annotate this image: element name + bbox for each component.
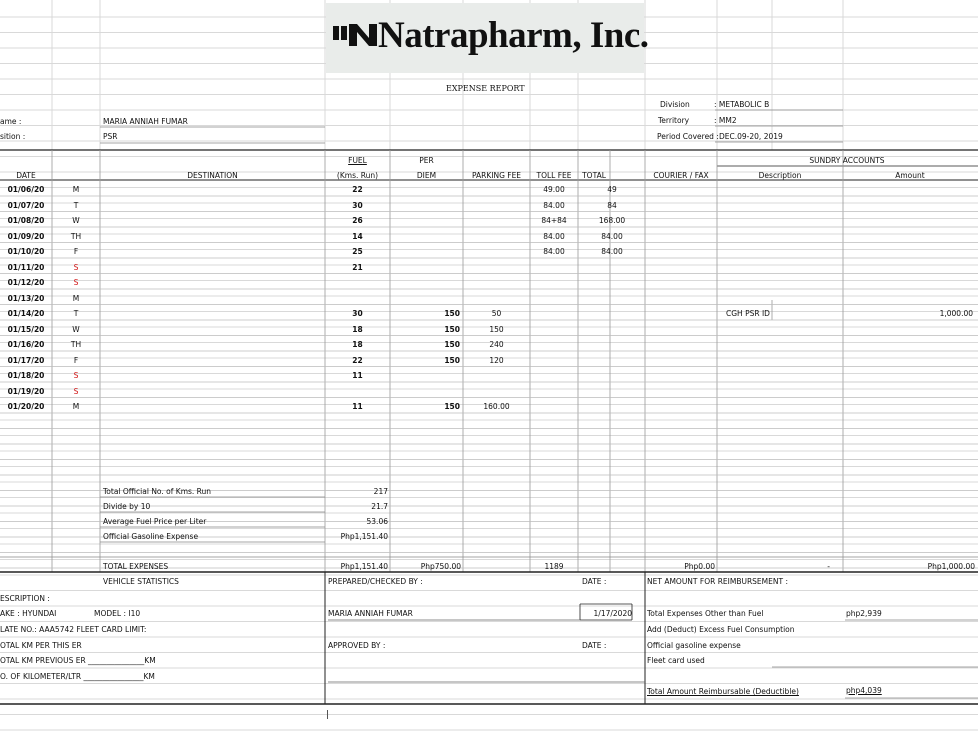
name-label: ame : [0, 117, 22, 126]
col-header-description: Description [758, 171, 802, 180]
summary-divide-value: 21.7 [371, 502, 388, 511]
row-day: S [73, 262, 79, 272]
summary-gas-value: Php1,151.40 [340, 532, 388, 541]
fleet-card-label: Fleet card used [647, 656, 705, 665]
row-date: 01/08/20 [7, 216, 45, 225]
approved-by-label: APPROVED BY : [328, 641, 386, 650]
row-fuel: 26 [352, 216, 363, 225]
prepared-by-label: PREPARED/CHECKED BY : [328, 577, 423, 586]
row-day: F [73, 247, 79, 256]
total-per-diem: Php750.00 [420, 562, 461, 571]
row-toll: 84+84 [541, 216, 567, 225]
vehicle-km-this: OTAL KM PER THIS ER [0, 641, 82, 650]
company-logo-icon [333, 22, 377, 48]
total-sundry-amount: Php1,000.00 [927, 562, 975, 571]
row-fuel: 30 [352, 309, 363, 318]
other-expenses-value: php2,939 [846, 609, 882, 618]
territory-label: Territory [658, 116, 690, 125]
total-courier: Php0.00 [684, 562, 715, 571]
row-date: 01/17/20 [7, 355, 45, 365]
row-fuel: 11 [352, 371, 363, 380]
row-date: 01/10/20 [7, 247, 45, 256]
vehicle-description: ESCRIPTION : [0, 594, 50, 603]
row-per-diem: 150 [444, 402, 460, 411]
division-value: : METABOLIC B [714, 100, 770, 109]
vehicle-model: MODEL : I10 [94, 609, 141, 618]
summary-gas-label: Official Gasoline Expense [103, 532, 199, 541]
position-value: PSR [103, 132, 118, 141]
summary-price-value: 53.06 [366, 517, 388, 526]
row-day: F [73, 355, 79, 365]
col-header-amount: Amount [895, 171, 925, 180]
row-date: 01/06/20 [7, 185, 45, 194]
col-header-destination: DESTINATION [187, 171, 238, 180]
row-date: 01/19/20 [7, 386, 45, 396]
row-fuel: 25 [352, 247, 363, 256]
row-total: 84 [607, 200, 617, 210]
report-title: EXPENSE REPORT [446, 84, 525, 93]
row-day: S [73, 386, 79, 396]
row-date: 01/12/20 [7, 278, 45, 287]
row-parking: 160.00 [483, 402, 510, 411]
row-per-diem: 150 [444, 324, 460, 334]
summary-kms-value: 217 [373, 487, 388, 496]
row-fuel: 11 [352, 402, 363, 411]
row-toll: 84.00 [543, 247, 565, 256]
row-date: 01/14/20 [7, 309, 45, 318]
row-date: 01/09/20 [7, 231, 45, 241]
col-header-fuel-sub: (Kms. Run) [336, 171, 379, 180]
row-date: 01/15/20 [7, 324, 45, 334]
summary-kms-label: Total Official No. of Kms. Run [103, 487, 212, 496]
row-toll: 84.00 [543, 200, 565, 210]
row-day: W [72, 216, 80, 225]
total-expenses-label: TOTAL EXPENSES [103, 562, 169, 571]
total-sundry-desc: - [827, 562, 830, 571]
row-sundry-desc: CGH PSR ID [726, 309, 770, 318]
prepared-date-label: DATE : [582, 577, 607, 586]
total-reimbursable-label: Total Amount Reimbursable (Deductible) [647, 687, 799, 696]
total-fuel: Php1,151.40 [340, 562, 388, 571]
cell-cursor [327, 710, 328, 719]
net-amount-label: NET AMOUNT FOR REIMBURSEMENT : [647, 577, 788, 586]
row-parking: 240 [489, 340, 504, 349]
row-total: 84.00 [601, 231, 623, 241]
total-reimbursable-value: php4,039 [846, 686, 882, 695]
position-label: sition : [0, 132, 26, 141]
row-parking: 120 [489, 355, 504, 365]
row-day: S [73, 371, 79, 380]
period-label: Period Covered : [657, 132, 719, 141]
vehicle-make: AKE : HYUNDAI [0, 609, 57, 618]
row-day: S [73, 278, 79, 287]
col-header-date: DATE [16, 171, 36, 180]
row-per-diem: 150 [444, 309, 460, 318]
row-fuel: 21 [352, 262, 363, 272]
approved-date-label: DATE : [582, 641, 607, 650]
row-day: M [72, 185, 80, 194]
official-gas-label: Official gasoline expense [647, 641, 741, 650]
prepared-by-name: MARIA ANNIAH FUMAR [328, 609, 413, 618]
row-day: W [72, 324, 80, 334]
row-date: 01/07/20 [7, 200, 45, 210]
col-header-toll: TOLL FEE [536, 171, 572, 180]
col-header-total: TOTAL [582, 171, 606, 180]
row-day: T [73, 309, 79, 318]
vehicle-plate: LATE NO.: AAA5742 FLEET CARD LIMIT: [0, 625, 147, 634]
col-header-diem: DIEM [416, 171, 437, 180]
row-total: 168.00 [598, 216, 626, 225]
row-sundry-amount: 1,000.00 [939, 309, 973, 318]
row-fuel: 14 [352, 231, 363, 241]
row-fuel: 22 [352, 185, 363, 194]
territory-value: : MM2 [714, 116, 737, 125]
row-total: 49 [607, 185, 617, 194]
row-parking: 150 [489, 324, 504, 334]
row-day: M [72, 402, 80, 411]
total-toll: 1189 [544, 562, 564, 571]
col-header-per: PER [419, 156, 434, 165]
row-per-diem: 150 [444, 340, 460, 349]
other-expenses-label: Total Expenses Other than Fuel [647, 609, 764, 618]
summary-divide-label: Divide by 10 [103, 502, 151, 511]
row-day: TH [70, 340, 82, 349]
row-toll: 49.00 [543, 185, 565, 194]
row-day: T [73, 200, 79, 210]
col-header-parking: PARKING FEE [471, 171, 522, 180]
summary-price-label: Average Fuel Price per Liter [103, 517, 207, 526]
name-value: MARIA ANNIAH FUMAR [103, 117, 188, 126]
row-fuel: 18 [352, 324, 363, 334]
row-date: 01/13/20 [7, 293, 45, 303]
row-day: TH [70, 231, 82, 241]
division-label: Division [660, 100, 690, 109]
col-header-sundry: SUNDRY ACCOUNTS [809, 156, 885, 165]
row-total: 84.00 [601, 247, 623, 256]
row-toll: 84.00 [543, 231, 565, 241]
row-date: 01/20/20 [7, 402, 45, 411]
excess-fuel-label: Add (Deduct) Excess Fuel Consumption [647, 625, 795, 634]
row-date: 01/18/20 [7, 371, 45, 380]
col-header-courier: COURIER / FAX [653, 171, 709, 180]
vehicle-km-previous: OTAL KM PREVIOUS ER _______________KM [0, 656, 156, 665]
prepared-date-value: 1/17/2020 [593, 609, 632, 618]
row-date: 01/11/20 [7, 262, 45, 272]
row-fuel: 18 [352, 340, 363, 349]
row-parking: 50 [491, 309, 502, 318]
row-fuel: 30 [352, 200, 363, 210]
vehicle-km-per-liter: O. OF KILOMETER/LTR ________________KM [0, 672, 155, 681]
row-fuel: 22 [352, 355, 363, 365]
vehicle-stats-title: VEHICLE STATISTICS [103, 577, 179, 586]
period-value: DEC.09-20, 2019 [719, 132, 783, 141]
row-per-diem: 150 [444, 355, 460, 365]
col-header-fuel: FUEL [348, 156, 367, 165]
row-day: M [72, 293, 80, 303]
company-name: Natrapharm, Inc. [378, 15, 649, 56]
row-date: 01/16/20 [7, 340, 45, 349]
